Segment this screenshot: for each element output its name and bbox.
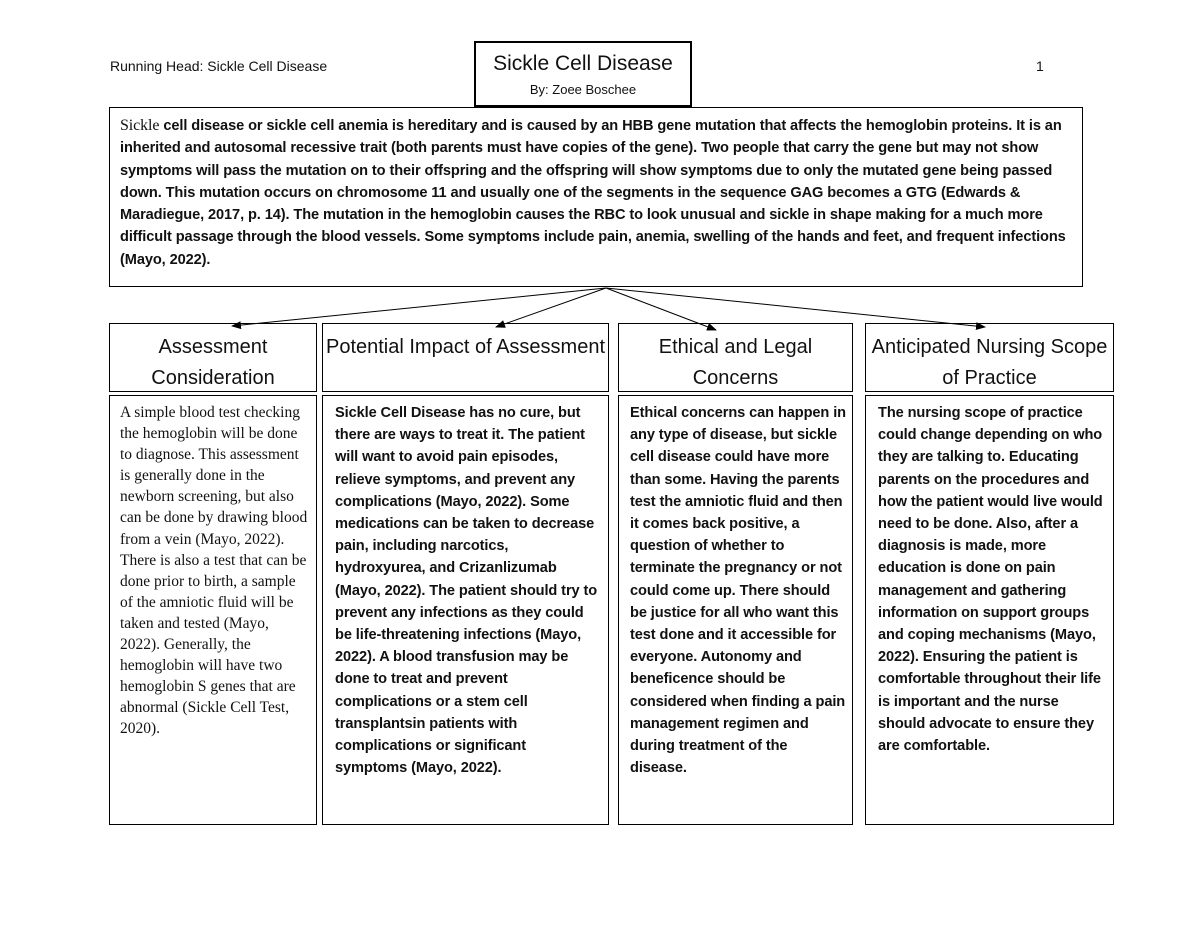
page-number: 1 (1036, 58, 1044, 74)
heading-assessment-consideration: Assessment Consideration (109, 323, 317, 392)
heading-potential-impact: Potential Impact of Assessment (322, 323, 609, 392)
heading-ethical-legal: Ethical and Legal Concerns (618, 323, 853, 392)
summary-lead-word: Sickle (120, 117, 160, 134)
body-ethical-legal: Ethical concerns can happen in any type of disease, but sickle cell disease could have more than some. Having the parents test the amniotic fluid and then it comes back positive, a question of whether to terminate the pregnancy or not could come up. There should be justice for all who want this test done and it accessible for everyone. Autonomy and beneficence should be considered when finding a pain management regimen and during treatment of the disease. (618, 395, 853, 825)
body-potential-impact: Sickle Cell Disease has no cure, but there are ways to treat it. The patient will want to avoid pain episodes, relieve symptoms, and prevent any complications (Mayo, 2022). Some medications can be taken to decrease pain, including narcotics, hydroxyurea, and Crizanlizumab (Mayo, 2022). The patient should try to prevent any infections as they could be life-threatening infections (Mayo, 2022). A blood transfusion may be done to treat and prevent complications or a stem cell transplantsin patients with complications or significant symptoms (Mayo, 2022). (322, 395, 609, 825)
running-head: Running Head: Sickle Cell Disease (110, 58, 328, 74)
arrow-to-assessment (232, 288, 606, 326)
body-assessment-consideration: A simple blood test checking the hemoglobin will be done to diagnose. This assessment is generally done in the newborn screening, but also can be done by drawing blood from a vein (Mayo, 2022). There is also a test that can be done prior to birth, a sample of the amniotic fluid will be taken and tested (Mayo, 2022). Generally, the hemoglobin will have two hemoglobin S genes that are abnormal (Sickle Cell Test, 2020). (109, 395, 317, 825)
page-title: Sickle Cell Disease (493, 52, 673, 75)
author-line: By: Zoee Boschee (529, 82, 637, 97)
heading-nursing-scope: Anticipated Nursing Scope of Practice (865, 323, 1114, 392)
arrow-to-scope (606, 288, 985, 327)
summary-text: cell disease or sickle cell anemia is hereditary and is caused by an HBB gene mutation that affects the hemoglobin proteins. It is an inherited and autosomal recessive trait (both parents must have copies of the gene). Two people that carry the gene but may not show symptoms will pass the mutation on to their offspring and the offspring will show symptoms due to only the mutated gene being passed down. This mutation occurs on chromosome 11 and usually one of the segments in the sequence GAG becomes a GTG (Edwards & Maradiegue, 2017, p. 14). The mutation in the hemoglobin causes the RBC to look unusual and sickle in shape making for a much more difficult passage through the blood vessels. Some symptoms include pain, anemia, swelling of the hands and feet, and frequent infections (Mayo, 2022). (120, 118, 1066, 268)
body-nursing-scope: The nursing scope of practice could change depending on who they are talking to. Educating parents on the procedures and how the patient would live would need to be done. Also, after a diagnosis is made, more education is done on pain management and gathering information on support groups and coping mechanisms (Mayo, 2022). Ensuring the patient is comfortable throughout their life is important and the nurse should advocate to ensure they are comfortable. (865, 395, 1114, 825)
